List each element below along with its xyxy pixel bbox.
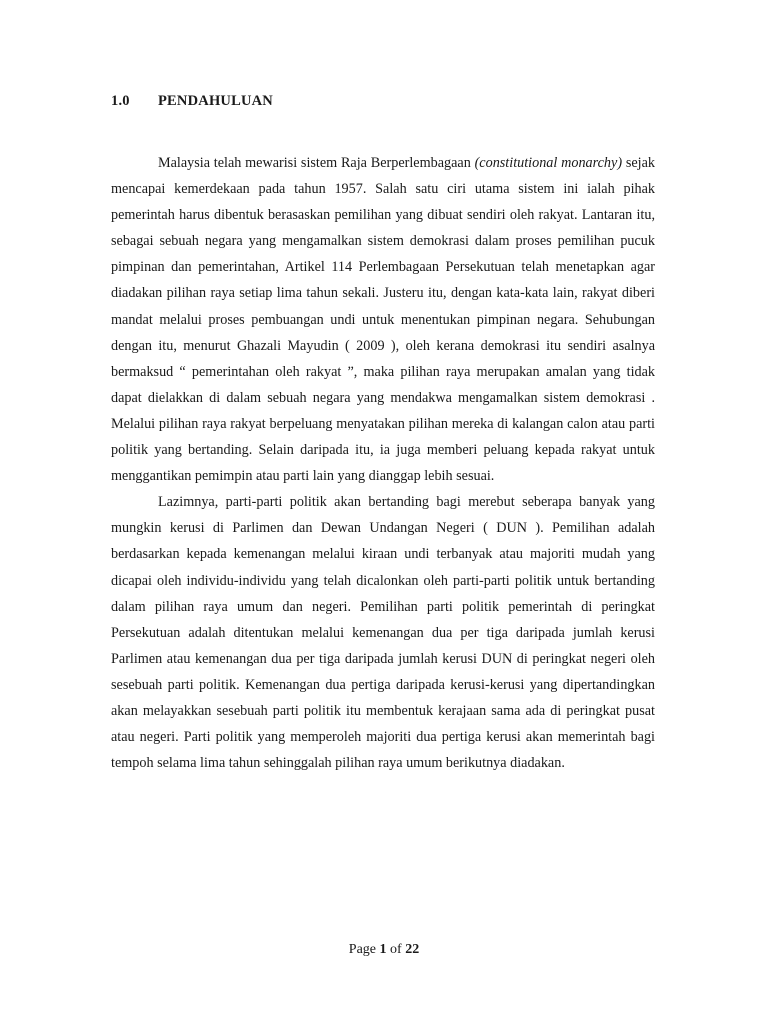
page-word: Page — [348, 942, 380, 957]
total-pages-number: 22 — [405, 942, 420, 957]
section-title: PENDAHULUAN — [158, 93, 273, 109]
page-footer — [0, 942, 768, 958]
current-page-number: 1 — [379, 942, 387, 957]
paragraph-1-text-start: Malaysia telah mewarisi sistem Raja Berperlembagaan — [158, 155, 475, 171]
section-number: 1.0 — [111, 93, 130, 109]
paragraph-1-italic-term: (constitutional monarchy) — [474, 155, 623, 171]
body-text — [111, 150, 655, 776]
of-word: of — [386, 942, 406, 957]
paragraph-2: Lazimnya, parti-parti politik akan bertanding bagi merebut seberapa banyak yang mungkin kerusi di Parlimen dan Dewan Undangan Negeri ( DUN ). Pemilihan adalah berdasarkan kepada kemenangan melalui kiraan undi terbanyak atau majoriti mudah yang dicapai oleh individu-individu yang telah dicalonkan oleh parti-parti politik untuk bertanding dalam pilihan raya umum dan negeri. Pemilihan parti politik pemerintah di peringkat Persekutuan adalah ditentukan melalui kemenangan dua per tiga daripada jumlah kerusi Parlimen atau kemenangan dua per tiga daripada jumlah kerusi DUN di peringkat negeri oleh sesebuah parti politik. Kemenangan dua pertiga daripada kerusi-kerusi yang dipertandingkan akan melayakkan sesebuah parti politik itu membentuk kerajaan sama ada di peringkat pusat atau negeri. Parti politik yang memperoleh majoriti dua pertiga kerusi akan memerintah bagi tempoh selama lima tahun sehinggalah pilihan raya umum berikutnya diadakan. — [111, 494, 655, 772]
paragraph-1-text-rest: sejak mencapai kemerdekaan pada tahun 1957. Salah satu ciri utama sistem ini ialah pihak pemerintah harus dibentuk berasaskan pemilihan yang dibuat sendiri oleh rakyat. Lantaran itu, sebagai sebuah negara yang mengamalkan sistem demokrasi dalam proses pemilihan pucuk pimpinan dan pemerintahan, Artikel 114 Perlembagaan Persekutuan telah menetapkan agar diadakan pilihan raya setiap lima tahun sekali. Justeru itu, dengan kata-kata lain, rakyat diberi mandat melalui proses pembuangan undi untuk menentukan pimpinan negara. Sehubungan dengan itu, menurut Ghazali Mayudin ( 2009 ), oleh kerana demokrasi itu sendiri asalnya bermaksud “ pemerintahan oleh rakyat ”, maka pilihan raya merupakan amalan yang tidak dapat dielakkan di dalam sebuah negara yang mendakwa mengamalkan sistem demokrasi . Melalui pilihan raya rakyat berpeluang menyatakan pilihan mereka di kalangan calon atau parti politik yang bertanding. Selain daripada itu, ia juga memberi peluang kepada rakyat untuk menggantikan pemimpin atau parti lain yang dianggap lebih sesuai. — [111, 155, 655, 485]
paragraph-1 — [111, 150, 655, 489]
section-heading — [111, 93, 273, 110]
